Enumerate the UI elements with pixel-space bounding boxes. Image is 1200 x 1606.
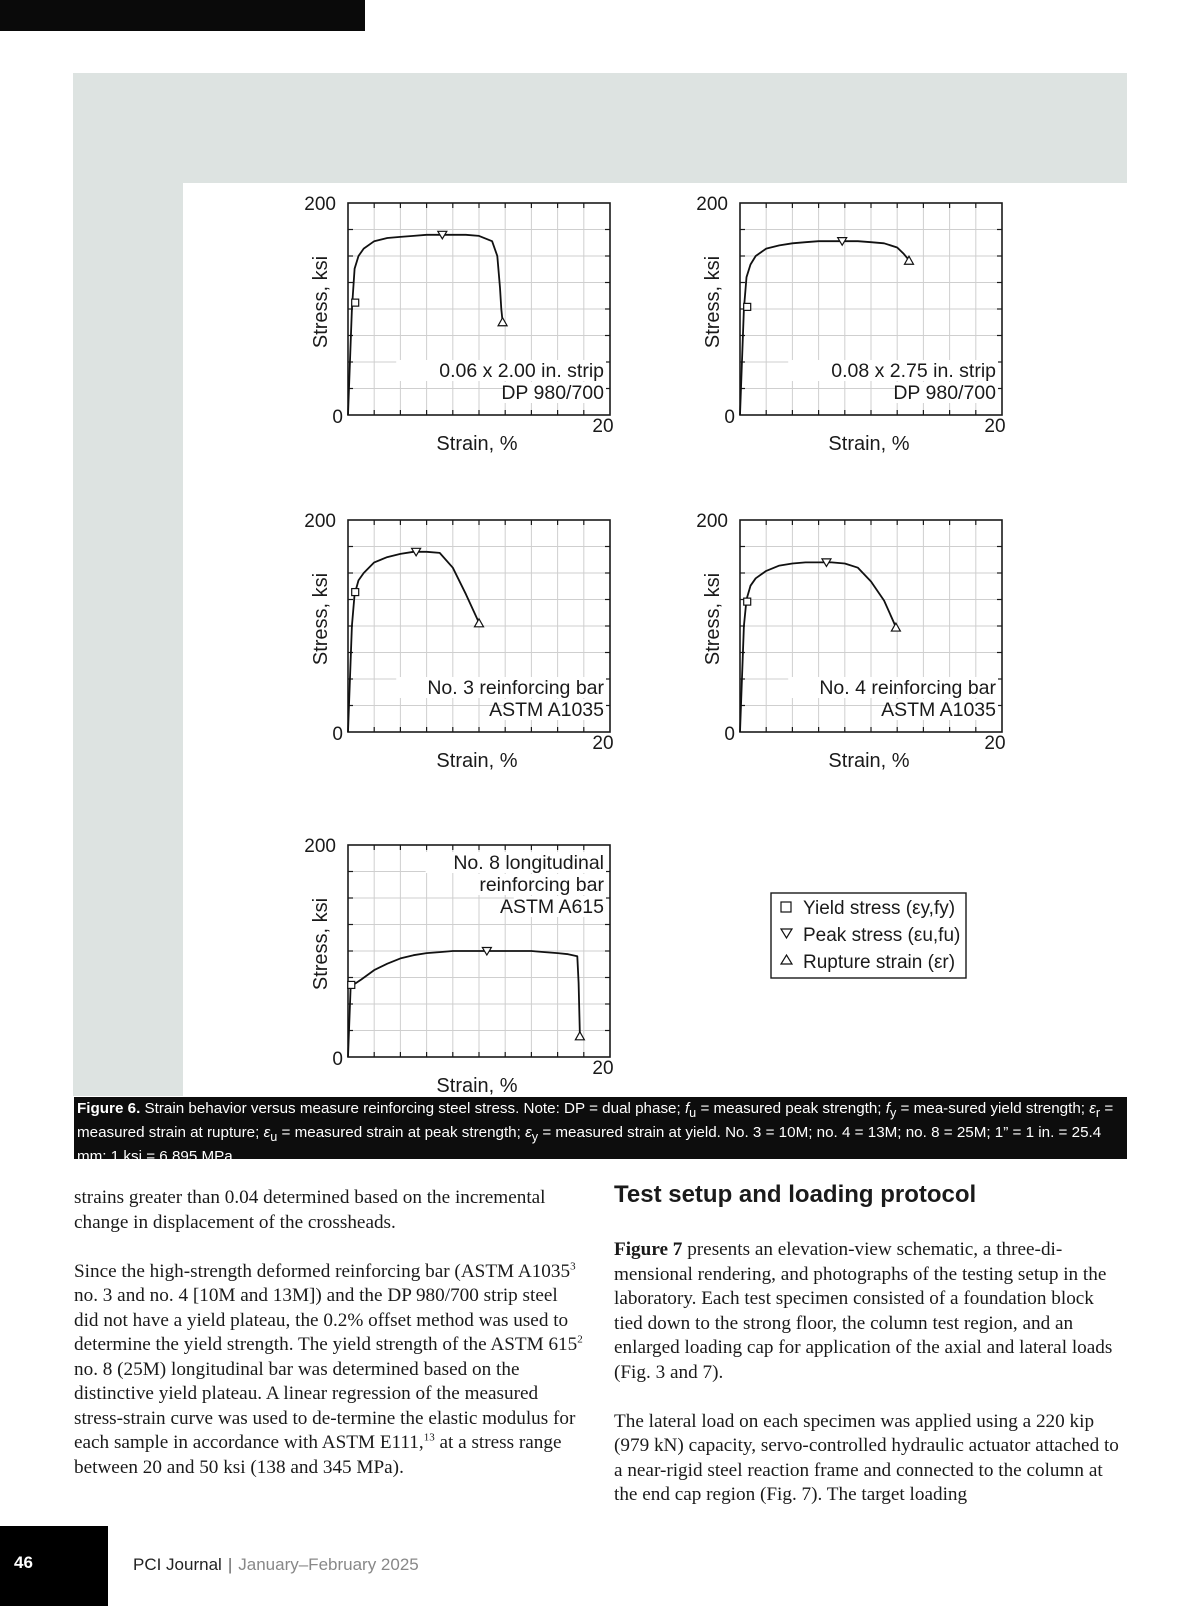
reference-superscript: 3 [570, 1260, 576, 1273]
rupture-marker [498, 318, 507, 326]
specimen-label [396, 677, 606, 721]
paragraph-text: presents an elevation-view schematic, a three-di-mensional rendering, and photographs of the testing setup in the laboratory. Each test specimen consisted of a foundation block tied down to the strong floor, the column test region, and an enlarged loading cap for application of the axial and lateral loads (Fig. 3 and 7). [614, 1239, 1113, 1383]
legend-yield-label: Yield stress (εy,fy) [803, 898, 956, 919]
x-axis-title: Strain, % [436, 1075, 518, 1097]
legend-rupture-label: Rupture strain (εr) [803, 952, 956, 973]
issue-date: January–February 2025 [238, 1555, 419, 1574]
caption-text: = measured peak strength; [696, 1100, 886, 1117]
specimen-label-line: DP 980/700 [893, 382, 996, 404]
y-min-tick-label: 0 [332, 407, 343, 428]
stress-strain-curve [348, 552, 479, 732]
specimen-label-line: ASTM A1035 [881, 699, 996, 721]
specimen-label-line: No. 8 longitudinal [453, 852, 604, 874]
figure-6-panel [73, 73, 1127, 1096]
y-min-tick-label: 0 [724, 407, 735, 428]
caption-text: = measured strain at yield. No. 3 = 10M; no. 4 = 13M; no. 8 = 25M; 1” = 1 in. = 25.4 mm; 1 ksi = 6.895 MPa. [77, 1124, 1102, 1166]
specimen-label-line: ASTM A1035 [489, 699, 604, 721]
journal-name: PCI Journal [133, 1555, 222, 1574]
yield-marker [352, 299, 359, 306]
y-axis-title: Stress, ksi [702, 255, 724, 349]
y-axis-title: Stress, ksi [310, 255, 332, 349]
specimen-label-line: 0.06 x 2.00 in. strip [439, 360, 604, 382]
paragraph-text: no. 3 and no. 4 [10M and 13M]) and the DP 980/700 strip steel did not have a yield plateau, the 0.2% offset method was used to determine the yield strength. The yield strength of the ASTM 615 [74, 1285, 578, 1355]
caption-text: = mea-sured yield strength; [896, 1100, 1090, 1117]
specimen-label [788, 360, 998, 404]
yield-marker [744, 303, 751, 310]
x-max-tick-label: 20 [592, 1058, 614, 1079]
stress-strain-curve [740, 562, 896, 732]
paragraph [74, 1260, 586, 1481]
specimen-label-line: ASTM A615 [499, 896, 604, 918]
caption-text: = measured strain at rupture; [77, 1100, 1114, 1142]
legend-peak-label: Peak stress (εu,fu) [803, 925, 961, 946]
specimen-label-line: reinforcing bar [479, 874, 604, 896]
caption-subscript: r [1095, 1106, 1101, 1121]
legend [771, 893, 966, 978]
x-max-tick-label: 20 [984, 416, 1006, 437]
rupture-marker [575, 1032, 584, 1040]
x-axis-title: Strain, % [436, 750, 518, 772]
page-number-box [0, 1526, 108, 1606]
caption-text: Strain behavior versus measure reinforcing steel stress. Note: DP = dual phase; [140, 1100, 685, 1117]
rupture-marker [475, 619, 484, 627]
y-max-tick-label: 200 [696, 511, 728, 532]
x-axis-title: Strain, % [828, 750, 910, 772]
y-max-tick-label: 200 [696, 194, 728, 215]
stress-strain-plot [696, 511, 1005, 772]
legend-yield-symbol [781, 902, 791, 912]
caption-label: Figure 6. [77, 1100, 141, 1117]
caption-symbol: ε [263, 1124, 271, 1142]
paragraph [614, 1238, 1126, 1385]
footer [133, 1555, 419, 1575]
specimen-label [788, 677, 998, 721]
x-axis-title: Strain, % [828, 433, 910, 455]
paragraph-text: no. 8 (25M) longitudinal bar was determined based on the distinctive yield plateau. A linear regression of the measured stress-strain curve was used to de-termine the elastic modulus for each sample in accordance with ASTM E111, [74, 1358, 576, 1453]
figure-6-caption [74, 1097, 1127, 1166]
specimen-label-line: DP 980/700 [501, 382, 604, 404]
caption-subscript: y [890, 1106, 897, 1121]
reference-superscript: 2 [577, 1333, 583, 1346]
y-axis-title: Stress, ksi [310, 897, 332, 991]
caption-symbol: ε [1089, 1100, 1096, 1117]
y-min-tick-label: 0 [724, 724, 735, 745]
y-max-tick-label: 200 [304, 511, 336, 532]
caption-symbol: f [885, 1100, 890, 1117]
section-heading: Test setup and loading protocol [614, 1181, 977, 1208]
stress-strain-plot [696, 194, 1005, 455]
paragraph-text: Since the high-strength deformed reinforcing bar (ASTM A1035 [74, 1260, 571, 1282]
left-column [74, 1186, 586, 1505]
caption-text: = measured strain at peak strength; [277, 1124, 526, 1142]
caption-subscript: u [270, 1130, 278, 1145]
rupture-marker [891, 623, 900, 631]
specimen-label [396, 360, 606, 404]
paragraph: strains greater than 0.04 determined based on the incremental change in displacement of the crossheads. [74, 1187, 546, 1233]
specimen-label-line: 0.08 x 2.75 in. strip [831, 360, 996, 382]
figure-6-svg [183, 183, 1163, 1133]
reference-superscript: 13 [423, 1431, 435, 1444]
paragraph-text: at a stress range between 20 and 50 ksi (138 and 345 MPa). [74, 1432, 562, 1478]
specimen-label-line: No. 3 reinforcing bar [427, 677, 604, 699]
top-black-bar [0, 0, 365, 31]
specimen-label-line: No. 4 reinforcing bar [819, 677, 996, 699]
caption-subscript: y [531, 1130, 539, 1145]
stress-strain-plot [304, 511, 613, 772]
stress-strain-plot [304, 194, 613, 455]
y-axis-title: Stress, ksi [702, 572, 724, 666]
figure-reference: Figure 7 [614, 1239, 683, 1260]
x-max-tick-label: 20 [592, 733, 614, 754]
caption-symbol: ε [525, 1124, 532, 1142]
right-column [614, 1186, 1126, 1532]
page-number: 46 [14, 1553, 33, 1572]
footer-separator: | [227, 1555, 233, 1574]
y-axis-title: Stress, ksi [310, 572, 332, 666]
y-min-tick-label: 0 [332, 724, 343, 745]
x-max-tick-label: 20 [984, 733, 1006, 754]
yield-marker [348, 981, 355, 988]
x-max-tick-label: 20 [592, 416, 614, 437]
stress-strain-plot [304, 836, 613, 1097]
y-max-tick-label: 200 [304, 194, 336, 215]
paragraph: The lateral load on each specimen was applied using a 220 kip (979 kN) capacity, servo-controlled hydraulic actuator attached to a near-rigid steel reaction frame and connected to the column at the end cap region (Fig. 7). The target loading [614, 1410, 1119, 1505]
yield-marker [744, 598, 751, 605]
figure-6-plot-area [183, 183, 1163, 1133]
y-min-tick-label: 0 [332, 1049, 343, 1070]
yield-marker [352, 589, 359, 596]
x-axis-title: Strain, % [436, 433, 518, 455]
y-max-tick-label: 200 [304, 836, 336, 857]
caption-subscript: u [689, 1106, 697, 1121]
caption-symbol: f [684, 1100, 690, 1117]
